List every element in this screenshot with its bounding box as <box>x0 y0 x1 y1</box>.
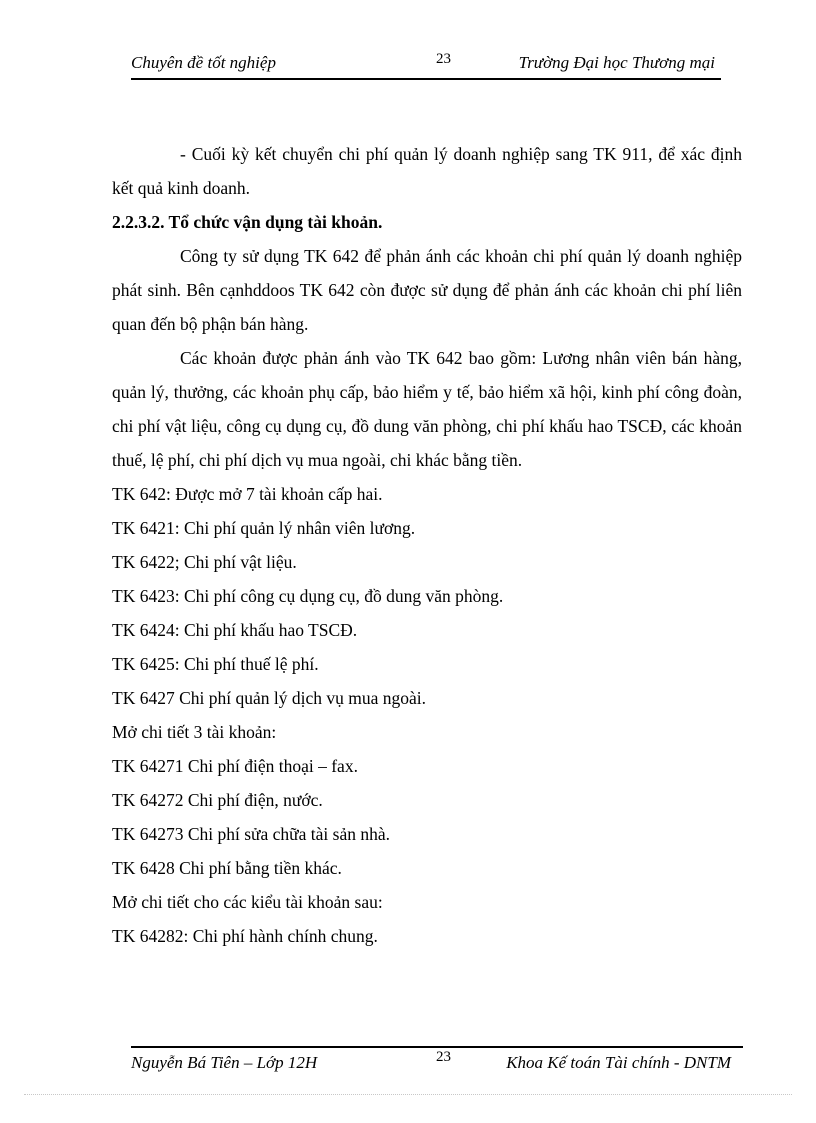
account-line: TK 6424: Chi phí khấu hao TSCĐ. <box>112 620 358 640</box>
page-bottom-divider <box>24 1094 792 1095</box>
account-line: TK 6421: Chi phí quản lý nhân viên lương. <box>112 518 416 538</box>
footer-page-number: 23 <box>436 1049 451 1065</box>
account-line: TK 6427 Chi phí quản lý dịch vụ mua ngoài. <box>112 688 426 708</box>
account-line: TK 64282: Chi phí hành chính chung. <box>112 926 378 946</box>
header-school-name: Trường Đại học Thương mại <box>518 53 715 72</box>
account-line: TK 6428 Chi phí bằng tiền khác. <box>112 858 342 878</box>
header-page-number: 23 <box>436 51 451 67</box>
page-header <box>131 50 721 80</box>
paragraph-expense-items: Các khoản được phản ánh vào TK 642 bao gồm: Lương nhân viên bán hàng, quản lý, thưởng, các khoản phụ cấp, bảo hiểm y tế, bảo hiểm xã hội, kinh phí công đoàn, chi phí vật liệu, công cụ dụng cụ, đồ dung văn phòng, chi phí khấu hao TSCĐ, các khoản thuế, lệ phí, chi phí dịch vụ mua ngoài, chi khác bằng tiền. <box>112 348 742 470</box>
paragraph-account-usage: Công ty sử dụng TK 642 để phản ánh các khoản chi phí quản lý doanh nghiệp phát sinh. Bên cạnhddoos TK 642 còn được sử dụng để phản ánh các khoản chi phí liên quan đến bộ phận bán hàng. <box>112 246 742 334</box>
account-line: TK 64272 Chi phí điện, nước. <box>112 790 323 810</box>
account-line: TK 64273 Chi phí sửa chữa tài sản nhà. <box>112 824 391 844</box>
sub-heading-detail-types: Mở chi tiết cho các kiểu tài khoản sau: <box>112 892 383 912</box>
page-footer <box>131 1046 743 1078</box>
header-document-title: Chuyên đề tốt nghiệp <box>131 53 276 72</box>
account-line: TK 6422; Chi phí vật liệu. <box>112 552 297 572</box>
section-heading: 2.2.3.2. Tổ chức vận dụng tài khoản. <box>112 212 383 232</box>
account-line: TK 6425: Chi phí thuế lệ phí. <box>112 654 319 674</box>
page-body <box>112 137 742 953</box>
account-line: TK 64271 Chi phí điện thoại – fax. <box>112 756 358 776</box>
account-line: TK 6423: Chi phí công cụ dụng cụ, đồ dung văn phòng. <box>112 586 504 606</box>
paragraph-closing-entry: - Cuối kỳ kết chuyển chi phí quản lý doanh nghiệp sang TK 911, để xác định kết quả kinh doanh. <box>112 144 742 198</box>
sub-heading-detail-accounts: Mở chi tiết 3 tài khoản: <box>112 722 277 742</box>
footer-author: Nguyễn Bá Tiên – Lớp 12H <box>131 1053 318 1072</box>
footer-faculty: Khoa Kế toán Tài chính - DNTM <box>506 1053 731 1072</box>
account-line: TK 642: Được mở 7 tài khoản cấp hai. <box>112 484 383 504</box>
